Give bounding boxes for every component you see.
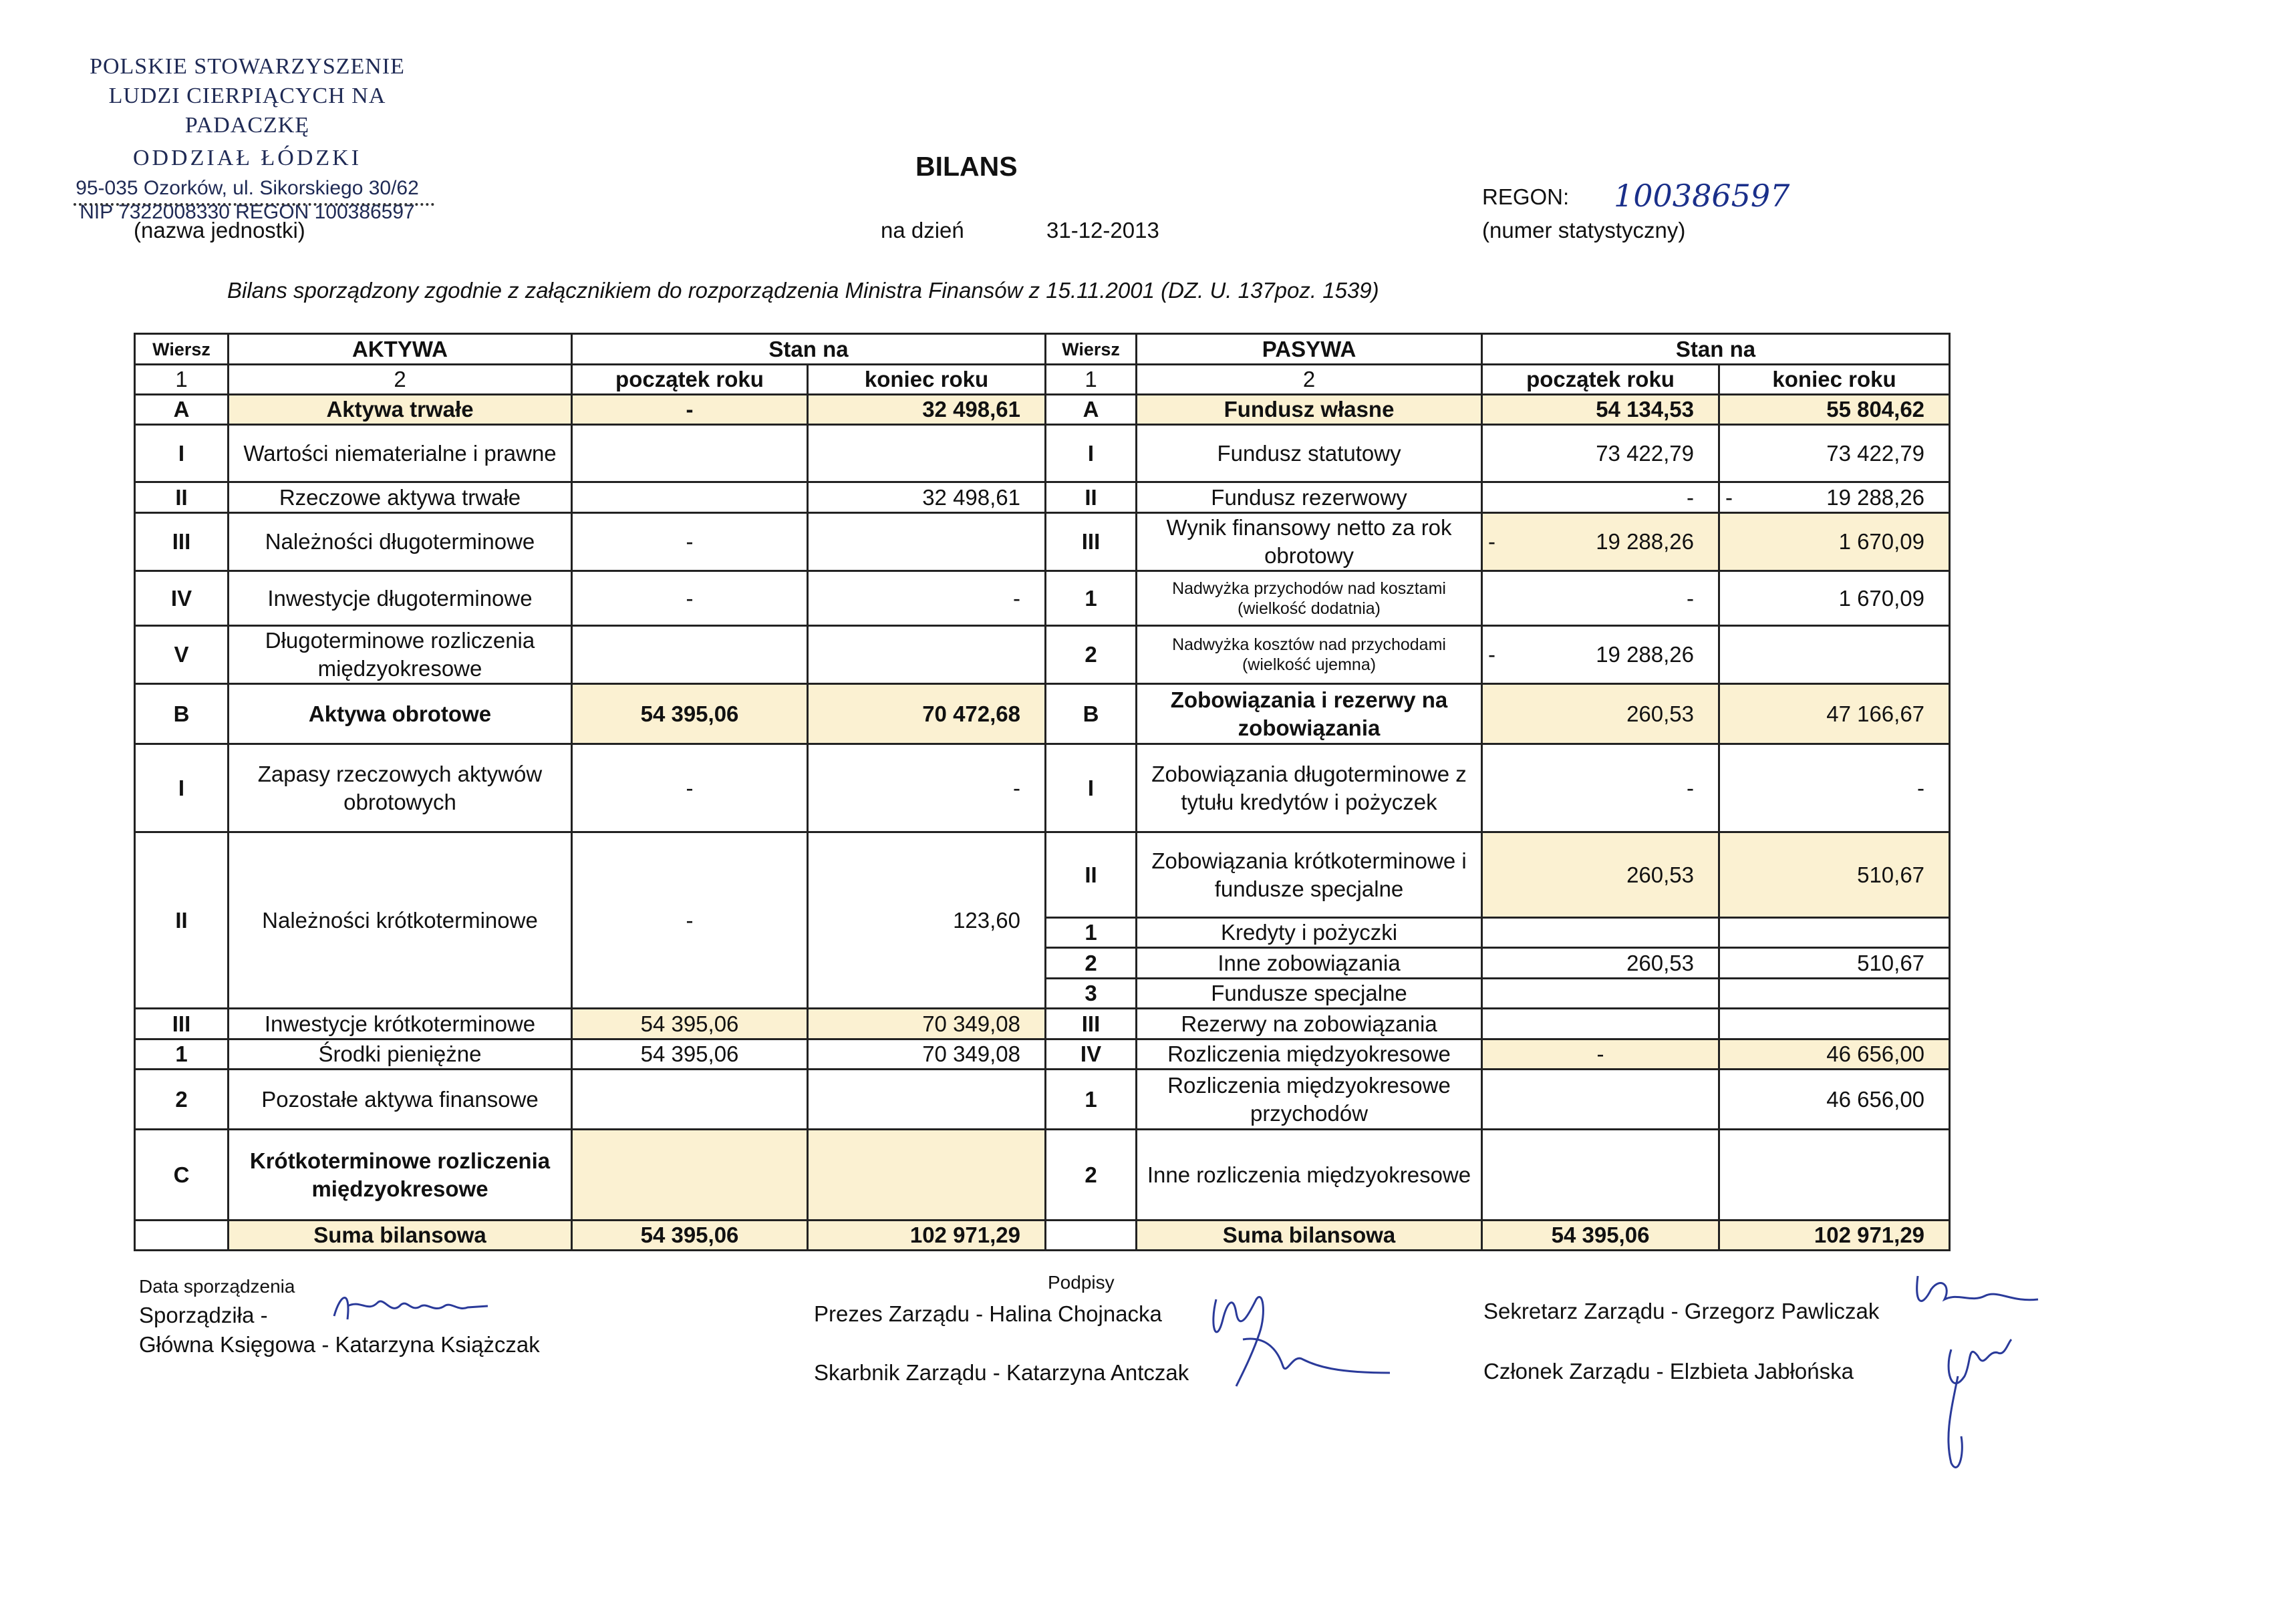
header-poczatek-right: początek roku — [1482, 365, 1719, 395]
row-value: - — [572, 744, 808, 832]
row-code: 1 — [135, 1039, 229, 1070]
row-value: 54 395,06 — [572, 1039, 808, 1070]
table-row — [135, 1070, 1950, 1130]
row-value: 47 166,67 — [1719, 684, 1950, 744]
row-code: II — [1046, 482, 1137, 513]
negative-sign: - — [1488, 642, 1496, 667]
page-title: BILANS — [915, 151, 1018, 182]
row-code: 1 — [1046, 571, 1137, 626]
row-value — [808, 626, 1046, 684]
row-code — [135, 1221, 229, 1251]
row-label: Kredyty i pożyczki — [1137, 918, 1482, 948]
ksiegowa-label: Główna Księgowa - Katarzyna Książczak — [139, 1332, 540, 1357]
row-value — [572, 1070, 808, 1130]
row-value: 46 656,00 — [1719, 1070, 1950, 1130]
row-value: 510,67 — [1719, 948, 1950, 979]
row-label: Inne zobowiązania — [1137, 948, 1482, 979]
entity-caption: (nazwa jednostki) — [134, 218, 305, 243]
header-row-1 — [135, 334, 1950, 365]
row-value: - — [1482, 571, 1719, 626]
row-value — [572, 482, 808, 513]
row-value: 1 670,09 — [1719, 571, 1950, 626]
row-value: - — [1719, 744, 1950, 832]
signature-sekretarz-czlonek — [1904, 1263, 2058, 1496]
header-stan-na-left: Stan na — [572, 334, 1046, 365]
row-code: C — [135, 1130, 229, 1221]
table-row — [135, 684, 1950, 744]
row-code: III — [1046, 1009, 1137, 1039]
row-value: 1 670,09 — [1719, 513, 1950, 571]
header-pasywa: PASYWA — [1137, 334, 1482, 365]
row-code: I — [135, 425, 229, 482]
entity-name-line2: LUDZI CIERPIĄCYCH NA PADACZKĘ — [108, 84, 386, 138]
header-koniec-right: koniec roku — [1719, 365, 1950, 395]
table-row — [135, 482, 1950, 513]
sporzadzila-label: Sporządziła - — [139, 1303, 268, 1327]
row-label: Zobowiązania krótkoterminowe i fundusze specjalne — [1137, 832, 1482, 918]
row-label: Zobowiązania i rezerwy na zobowiązania — [1137, 684, 1482, 744]
row-value — [1719, 1130, 1950, 1221]
row-label: Należności krótkoterminowe — [229, 832, 572, 1009]
row-code: 1 — [1046, 918, 1137, 948]
row-value: 70 349,08 — [808, 1009, 1046, 1039]
row-code: V — [135, 626, 229, 684]
row-value: 70 472,68 — [808, 684, 1046, 744]
row-value: 260,53 — [1482, 832, 1719, 918]
row-value: - — [1482, 1039, 1719, 1070]
row-code — [1046, 1221, 1137, 1251]
prezes-label: Prezes Zarządu - Halina Chojnacka — [814, 1301, 1162, 1326]
header-wiersz-left: Wiersz — [135, 334, 229, 365]
date-value: 31-12-2013 — [1046, 218, 1159, 243]
row-label: Nadwyżka kosztów nad przychodami (wielkość ujemna) — [1137, 626, 1482, 684]
row-label: Zapasy rzeczowych aktywów obrotowych — [229, 744, 572, 832]
entity-ids: NIP 7322008330 REGON 100386597 — [80, 201, 415, 223]
row-label: Fundusz własne — [1137, 395, 1482, 425]
skarbnik-label: Skarbnik Zarządu - Katarzyna Antczak — [814, 1360, 1189, 1385]
entity-address: 95-035 Ozorków, ul. Sikorskiego 30/62 — [76, 177, 419, 199]
table-row — [135, 395, 1950, 425]
table-row — [135, 1039, 1950, 1070]
row-value: 102 971,29 — [1719, 1221, 1950, 1251]
row-value: 32 498,61 — [808, 482, 1046, 513]
row-value — [1719, 1009, 1950, 1039]
row-label: Pozostałe aktywa finansowe — [229, 1070, 572, 1130]
row-value: 54 395,06 — [1482, 1221, 1719, 1251]
header-col1: 1 — [1046, 365, 1137, 395]
row-value-text: 19 288,26 — [1596, 529, 1695, 554]
header-col2: 2 — [229, 365, 572, 395]
regon-caption: (numer statystyczny) — [1482, 218, 1686, 243]
row-value — [572, 626, 808, 684]
row-value: - — [572, 395, 808, 425]
czlonek-label: Członek Zarządu - Elzbieta Jabłońska — [1483, 1359, 1854, 1384]
row-value: - — [1482, 744, 1719, 832]
row-code: 2 — [1046, 1130, 1137, 1221]
entity-name-line1: POLSKIE STOWARZYSZENIE — [90, 54, 405, 79]
row-code: II — [135, 482, 229, 513]
table-row — [135, 744, 1950, 832]
row-label: Środki pieniężne — [229, 1039, 572, 1070]
regon-label: REGON: — [1482, 184, 1570, 209]
regon-value-handwritten: 100386597 — [1614, 178, 1790, 214]
entity-name-line3: ODDZIAŁ ŁÓDZKI — [132, 146, 362, 170]
header-aktywa: AKTYWA — [229, 334, 572, 365]
row-label: Rozliczenia międzyokresowe — [1137, 1039, 1482, 1070]
row-value — [808, 425, 1046, 482]
row-code: A — [135, 395, 229, 425]
header-col2: 2 — [1137, 365, 1482, 395]
row-label: Inwestycje długoterminowe — [229, 571, 572, 626]
row-value — [572, 1130, 808, 1221]
row-value: - — [572, 832, 808, 1009]
signature-prezes-skarbnik — [1203, 1273, 1397, 1393]
row-value: 32 498,61 — [808, 395, 1046, 425]
row-value — [1482, 1009, 1719, 1039]
row-label: Suma bilansowa — [1137, 1221, 1482, 1251]
row-code: 2 — [135, 1070, 229, 1130]
signature-ksiegowa — [327, 1279, 501, 1333]
header-poczatek-left: początek roku — [572, 365, 808, 395]
row-value: 260,53 — [1482, 948, 1719, 979]
row-label: Długoterminowe rozliczenia międzyokresowe — [229, 626, 572, 684]
row-value: 73 422,79 — [1719, 425, 1950, 482]
row-value — [572, 425, 808, 482]
date-label: na dzień — [881, 218, 964, 243]
row-code: III — [135, 513, 229, 571]
row-label: Rezerwy na zobowiązania — [1137, 1009, 1482, 1039]
row-value-text: 19 288,26 — [1826, 484, 1925, 510]
row-label: Wartości niematerialne i prawne — [229, 425, 572, 482]
row-value — [1482, 1130, 1719, 1221]
row-value-text: 19 288,26 — [1596, 642, 1695, 667]
table-row — [135, 1130, 1950, 1221]
row-code: I — [1046, 744, 1137, 832]
row-label: Nadwyżka przychodów nad kosztami (wielkość dodatnia) — [1137, 571, 1482, 626]
subtitle: Bilans sporządzony zgodnie z załącznikiem do rozporządzenia Ministra Finansów z 15.11.2001 (DZ. U. 137poz. 1539) — [227, 278, 1379, 303]
row-value — [1482, 979, 1719, 1009]
row-code: 1 — [1046, 1070, 1137, 1130]
row-code: II — [135, 832, 229, 1009]
row-label: Aktywa obrotowe — [229, 684, 572, 744]
header-row-2 — [135, 365, 1950, 395]
row-label: Rozliczenia międzyokresowe przychodów — [1137, 1070, 1482, 1130]
row-label: Krótkoterminowe rozliczenia międzyokresowe — [229, 1130, 572, 1221]
row-value — [1482, 1070, 1719, 1130]
row-code: A — [1046, 395, 1137, 425]
header-koniec-left: koniec roku — [808, 365, 1046, 395]
table-row — [135, 626, 1950, 684]
row-code: III — [1046, 513, 1137, 571]
row-value — [808, 513, 1046, 571]
podpisy-label: Podpisy — [1048, 1272, 1115, 1293]
sekretarz-label: Sekretarz Zarządu - Grzegorz Pawliczak — [1483, 1299, 1880, 1323]
row-value: 54 395,06 — [572, 1221, 808, 1251]
table-row — [135, 571, 1950, 626]
header-col1: 1 — [135, 365, 229, 395]
row-label: Zobowiązania długoterminowe z tytułu kredytów i pożyczek — [1137, 744, 1482, 832]
row-code: 3 — [1046, 979, 1137, 1009]
row-code: IV — [135, 571, 229, 626]
row-label: Fundusze specjalne — [1137, 979, 1482, 1009]
row-value: 46 656,00 — [1719, 1039, 1950, 1070]
balance-table — [134, 333, 1951, 1251]
row-value — [1719, 626, 1950, 684]
row-value: - — [1482, 482, 1719, 513]
row-label: Rzeczowe aktywa trwałe — [229, 482, 572, 513]
entity-stamp — [47, 52, 448, 224]
entity-dotted-line — [74, 203, 434, 206]
row-value — [1719, 979, 1950, 1009]
row-label: Inwestycje krótkoterminowe — [229, 1009, 572, 1039]
row-code: I — [1046, 425, 1137, 482]
row-label: Aktywa trwałe — [229, 395, 572, 425]
row-label: Należności długoterminowe — [229, 513, 572, 571]
row-value: 55 804,62 — [1719, 395, 1950, 425]
row-value: 102 971,29 — [808, 1221, 1046, 1251]
row-value — [1719, 482, 1950, 513]
row-value — [1482, 918, 1719, 948]
row-label: Suma bilansowa — [229, 1221, 572, 1251]
negative-sign: - — [1725, 484, 1733, 510]
row-value: 510,67 — [1719, 832, 1950, 918]
row-value — [808, 1130, 1046, 1221]
row-value: 260,53 — [1482, 684, 1719, 744]
row-value: 123,60 — [808, 832, 1046, 1009]
row-code: III — [135, 1009, 229, 1039]
row-label: Fundusz rezerwowy — [1137, 482, 1482, 513]
row-label: Inne rozliczenia międzyokresowe — [1137, 1130, 1482, 1221]
row-value — [1482, 626, 1719, 684]
row-code: I — [135, 744, 229, 832]
negative-sign: - — [1488, 529, 1496, 554]
row-value — [808, 1070, 1046, 1130]
row-code: II — [1046, 832, 1137, 918]
row-code: 2 — [1046, 948, 1137, 979]
table-row — [135, 832, 1950, 918]
row-value: 54 134,53 — [1482, 395, 1719, 425]
row-value — [1482, 513, 1719, 571]
row-value: 70 349,08 — [808, 1039, 1046, 1070]
row-value: - — [572, 571, 808, 626]
row-value: 54 395,06 — [572, 684, 808, 744]
data-sporzadzenia-label: Data sporządzenia — [139, 1276, 295, 1297]
table-row — [135, 425, 1950, 482]
row-value: 73 422,79 — [1482, 425, 1719, 482]
table-row — [135, 513, 1950, 571]
sum-row — [135, 1221, 1950, 1251]
row-value: 54 395,06 — [572, 1009, 808, 1039]
header-stan-na-right: Stan na — [1482, 334, 1950, 365]
row-value — [1719, 918, 1950, 948]
row-label: Wynik finansowy netto za rok obrotowy — [1137, 513, 1482, 571]
row-code: IV — [1046, 1039, 1137, 1070]
row-code: B — [135, 684, 229, 744]
row-value: - — [572, 513, 808, 571]
row-label: Fundusz statutowy — [1137, 425, 1482, 482]
row-value: - — [808, 744, 1046, 832]
row-code: 2 — [1046, 626, 1137, 684]
row-value: - — [808, 571, 1046, 626]
header-wiersz-right: Wiersz — [1046, 334, 1137, 365]
table-row — [135, 1009, 1950, 1039]
row-code: B — [1046, 684, 1137, 744]
